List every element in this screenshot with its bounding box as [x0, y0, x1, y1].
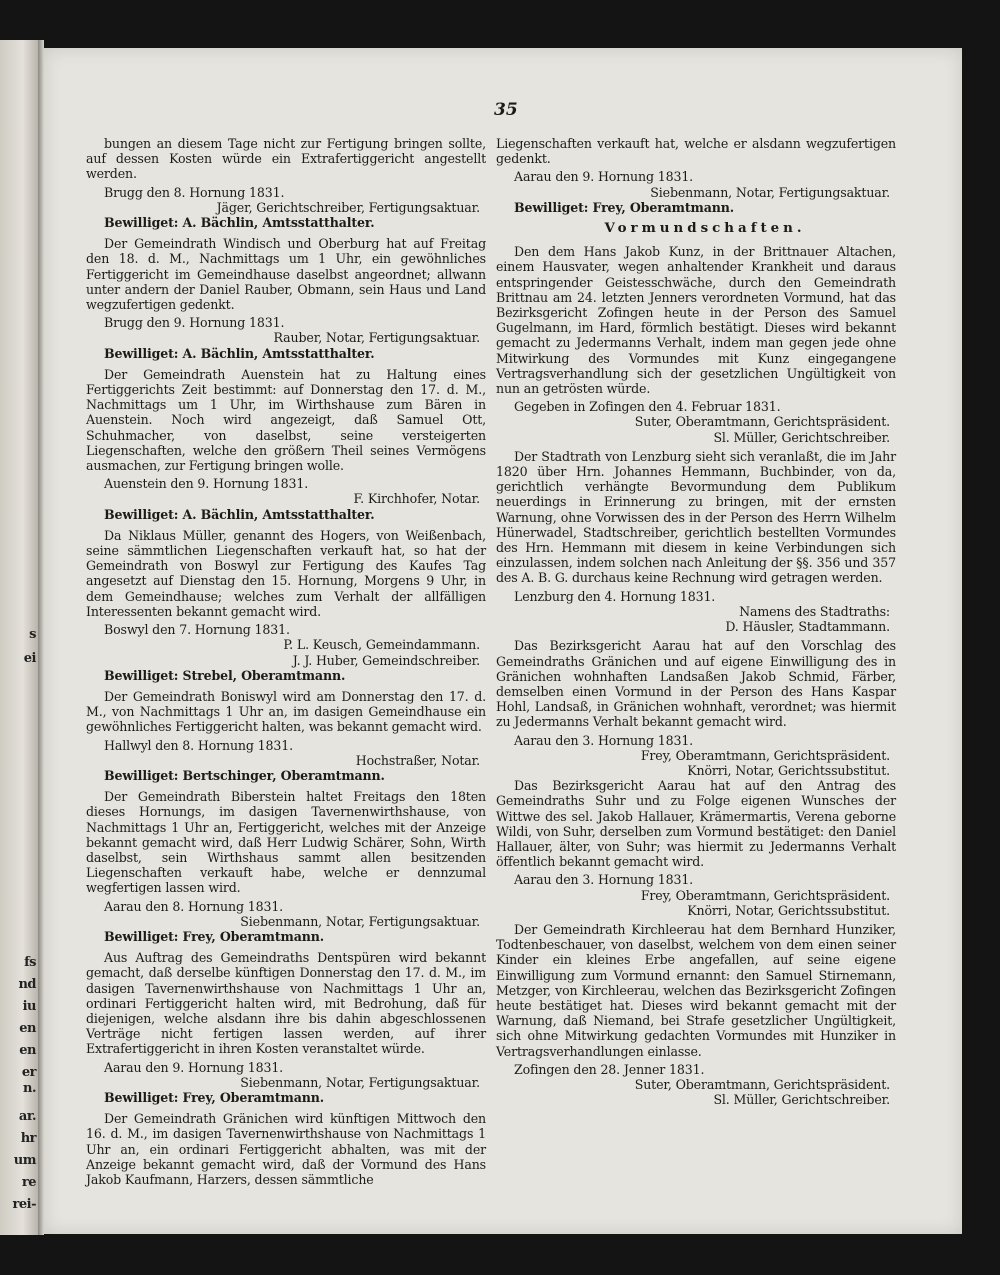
notice-signature: Knörri, Notar, Gerichtssubstitut.: [687, 902, 890, 918]
notice-place-date: Aarau den 8. Hornung 1831.: [104, 898, 284, 914]
adjacent-page-text-fragment: n.: [23, 1081, 36, 1096]
notice-signature: Namens des Stadtraths:: [739, 603, 890, 619]
notice-place-date: Brugg den 9. Hornung 1831.: [104, 315, 285, 331]
adjacent-page-text-fragment: en: [19, 1021, 36, 1036]
notice-paragraph: Das Bezirksgericht Aarau hat auf den Antrag des Gemeindraths Suhr und zu Folge eigenen Wunsches der Wittwe des sel. Jakob Hallauer, Krämermartis, Verena geborne Wildi, von Suhr, derselben zum Vormund bestätiget: den Daniel Hallauer, älter, von Suhr; was hiermit zu Jedermanns Verhalt öffentlich bekannt gemacht wird.: [496, 778, 896, 870]
notice-signature: Jäger, Gerichtschreiber, Fertigungsaktuar.: [216, 199, 480, 215]
notice-approval: Bewilliget: A. Bächlin, Amtsstatthalter.: [104, 215, 375, 231]
notice-approval: Bewilliget: Bertschinger, Oberamtmann.: [104, 767, 385, 783]
notice-place-date: Aarau den 9. Hornung 1831.: [514, 169, 694, 185]
adjacent-page-text-fragment: s: [29, 627, 36, 642]
notice-paragraph: Den dem Hans Jakob Kunz, in der Brittnauer Altachen, einem Hausvater, wegen anhaltender Krankheit und daraus entspringender Geistesschwäche, durch den Gemeindrath Brittnau am 24. letzten Jenners verordneten Vormund, hat das Bezirksgericht Zofingen heute in der Person des Samuel Gugelmann, im Hard, förmlich bestätigt. Dieses wird bekannt gemacht zu Jedermanns Verhalt, indem man gegen jede ohne Mitwirkung des Vormundes mit Kunz eingegangene Vertragsverhandlung sich der gesetzlichen Ungültigkeit von nun an getrösten würde.: [496, 244, 896, 397]
notice-signature: F. Kirchhofer, Notar.: [353, 491, 480, 507]
notice-signature: Rauber, Notar, Fertigungsaktuar.: [273, 330, 480, 346]
notice-place-date: Aarau den 3. Hornung 1831.: [514, 732, 694, 748]
adjacent-page-edge: [0, 40, 38, 1235]
adjacent-page-text-fragment: re: [21, 1175, 36, 1190]
adjacent-page-text-fragment: nd: [18, 977, 36, 992]
adjacent-page-text-fragment: fs: [24, 955, 36, 970]
notice-signature: Knörri, Notar, Gerichtssubstitut.: [687, 762, 890, 778]
notice-paragraph: Der Gemeindrath Windisch und Oberburg hat auf Freitag den 18. d. M., Nachmittags um 1 Uhr, ein gewöhnliches Fertiggericht im Gemeindhause daselbst angeordnet; allwann unter andern der Daniel Rauber, Obmann, sein Haus und Land wegzufertigen gedenkt.: [86, 236, 486, 313]
notice-signature: Suter, Oberamtmann, Gerichtspräsident.: [634, 414, 890, 430]
notice-paragraph: Das Bezirksgericht Aarau hat auf den Vorschlag des Gemeindraths Gränichen und auf eigene Einwilligung des in Gränichen wohnhaften Landsaßen Jakob Schmid, Färber, demselben einen Vormund in der Person des Hans Kaspar Hohl, Landsaß, in Gränichen wohnhaft, verordnet; was hiermit zu Jedermanns Verhalt bekannt gemacht wird.: [496, 638, 896, 730]
notice-signature: Siebenmann, Notar, Fertigungsaktuar.: [240, 913, 480, 929]
notice-approval: Bewilliget: Frey, Oberamtmann.: [514, 199, 734, 215]
notice-paragraph: Der Gemeindrath Biberstein haltet Freitags den 18ten dieses Hornungs, im dasigen Tavernenwirthshause, von Nachmittags 1 Uhr an, Fertiggericht, welches mit der Anzeige bekannt gemacht wird, daß Herr Ludwig Schärer, Sohn, Wirth daselbst, sein Wirthshaus sammt allen besitzenden Liegenschaften verkauft habe, welche er dennzumal wegfertigen lassen wird.: [86, 789, 486, 896]
notice-paragraph: Aus Auftrag des Gemeindraths Dentspüren wird bekannt gemacht, daß derselbe künftigen Donnerstag den 17. d. M., im dasigen Tavernenwirthshause von Nachmittags 1 Uhr an, ordinari Fertiggericht halten wird, mit Bedrohung, daß für diejenigen, welche alsdann ihre bis dahin abgeschlossenen Verträge nicht fertigen lassen werden, auf ihrer Extrafertiggericht in ihren Kosten veranstaltet würde.: [86, 950, 486, 1057]
notice-signature: Frey, Oberamtmann, Gerichtspräsident.: [640, 747, 890, 763]
newspaper-page: [44, 48, 962, 1234]
notice-place-date: Aarau den 3. Hornung 1831.: [514, 872, 694, 888]
adjacent-page-text-fragment: er: [21, 1065, 36, 1080]
notice-place-date: Brugg den 8. Hornung 1831.: [104, 184, 285, 200]
notice-signature: Siebenmann, Notar, Fertigungsaktuar.: [240, 1074, 480, 1090]
notice-place-date: Zofingen den 28. Jenner 1831.: [514, 1061, 705, 1077]
adjacent-page-text-fragment: iu: [22, 999, 36, 1014]
notice-place-date: Gegeben in Zofingen den 4. Februar 1831.: [514, 399, 781, 415]
notice-signature: Sl. Müller, Gerichtschreiber.: [713, 1092, 890, 1108]
left-column: [86, 136, 486, 1190]
notice-place-date: Boswyl den 7. Hornung 1831.: [104, 622, 290, 638]
adjacent-page-text-fragment: um: [13, 1153, 36, 1168]
adjacent-page-text-fragment: ar.: [18, 1109, 36, 1124]
adjacent-page-text-fragment: rei-: [12, 1197, 36, 1212]
notice-signature: Hochstraßer, Notar.: [355, 752, 480, 768]
section-heading: Vormundschaften.: [604, 220, 806, 237]
notice-approval: Bewilliget: A. Bächlin, Amtsstatthalter.: [104, 345, 375, 361]
adjacent-page-text-fragment: hr: [20, 1131, 36, 1146]
notice-paragraph-continued: Liegenschaften verkauft hat, welche er alsdann wegzufertigen gedenkt.: [496, 136, 896, 167]
notice-paragraph: Der Gemeindrath Auenstein hat zu Haltung eines Fertiggerichts Zeit bestimmt: auf Donnerstag den 17. d. M., Nachmittags um 1 Uhr, im Wirthshause zum Bären in Auenstein. Noch wird angezeigt, daß Samuel Ott, Schuhmacher, von daselbst, seine versteigerten Liegenschaften, welche den größern Theil seines Vermögens ausmachen, zur Fertigung bringen wolle.: [86, 366, 486, 474]
notice-signature: D. Häusler, Stadtammann.: [725, 619, 890, 635]
notice-signature: Sl. Müller, Gerichtschreiber.: [713, 429, 890, 445]
notice-approval: Bewilliget: A. Bächlin, Amtsstatthalter.: [104, 506, 375, 522]
notice-signature: J. J. Huber, Gemeindschreiber.: [292, 652, 480, 668]
notice-signature: Siebenmann, Notar, Fertigungsaktuar.: [650, 184, 890, 200]
page-number: 35: [494, 100, 518, 120]
notice-signature: P. L. Keusch, Gemeindammann.: [283, 637, 480, 653]
notice-place-date: Auenstein den 9. Hornung 1831.: [104, 476, 309, 492]
notice-signature: Frey, Oberamtmann, Gerichtspräsident.: [640, 887, 890, 903]
notice-place-date: Aarau den 9. Hornung 1831.: [104, 1059, 284, 1075]
notice-place-date: Lenzburg den 4. Hornung 1831.: [514, 588, 716, 604]
notice-approval: Bewilliget: Strebel, Oberamtmann.: [104, 667, 346, 683]
right-column: [496, 136, 896, 1107]
notice-paragraph: Der Gemeindrath Gränichen wird künftigen Mittwoch den 16. d. M., im dasigen Tavernenwirthshause von Nachmittags 1 Uhr an, ein ordinari Fertiggericht abhalten, was mit der Anzeige bekannt gemacht wird, daß der Vormund des Hans Jakob Kaufmann, Harzers, dessen sämmtliche: [86, 1111, 486, 1187]
notice-paragraph: Da Niklaus Müller, genannt des Hogers, von Weißenbach, seine sämmtlichen Liegenschaften verkauft hat, so hat der Gemeindrath von Boswyl zur Fertigung des Kaufes Tag angesetzt auf Dienstag den 15. Hornung, Morgens 9 Uhr, in dem Gemeindhause; welches zum Verhalt der allfälligen Interessenten bekannt gemacht wird.: [86, 527, 486, 619]
notice-approval: Bewilliget: Frey, Oberamtmann.: [104, 928, 324, 944]
notice-paragraph: Der Gemeindrath Kirchleerau hat dem Bernhard Hunziker, Todtenbeschauer, von daselbst, welchem von dem einen seiner Kinder ein kleines Erbe angefallen, auf seine eigene Einwilligung zum Vormund ernannt: den Samuel Stirnemann, Metzger, von Kirchleerau, welchen das Bezirksgericht Zofingen heute bestätiget hat. Dieses wird bekannt gemacht mit der Warnung, daß Niemand, bei Strafe gesetzlicher Ungültigkeit, sich ohne Mitwirkung gedachten Vormundes mit Hunziker in Vertragsverhandlungen einlasse.: [496, 921, 896, 1059]
notice-approval: Bewilliget: Frey, Oberamtmann.: [104, 1089, 324, 1105]
adjacent-page-text-fragment: en: [19, 1043, 36, 1058]
notice-paragraph: Der Gemeindrath Boniswyl wird am Donnerstag den 17. d. M., von Nachmittags 1 Uhr an, im dasigen Gemeindhause ein gewöhnliches Fertiggericht halten, was bekannt gemacht wird.: [86, 688, 486, 735]
notice-paragraph: bungen an diesem Tage nicht zur Fertigung bringen sollte, auf dessen Kosten würde ein Extrafertiggericht angestellt werden.: [86, 136, 486, 182]
notice-signature: Suter, Oberamtmann, Gerichtspräsident.: [634, 1076, 890, 1092]
notice-paragraph: Der Stadtrath von Lenzburg sieht sich veranlaßt, die im Jahr 1820 über Hrn. Johannes Hemmann, Buchbinder, von da, gerichtlich verhängte Bevormundung dem Publikum neuerdings in Erinnerung zu bringen, mit der ernsten Warnung, ohne Vorwissen des in der Person des Herrn Wilhelm Hünerwadel, Stadtschreiber, gerichtlich bestellten Vormundes des Hrn. Hemmann mit diesem in keine Verbindungen sich einzulassen, indem solchen nach Anleitung der §§. 356 und 357 des A. B. G. durchaus keine Rechnung wird getragen werden.: [496, 448, 896, 586]
adjacent-page-text-fragment: ei: [23, 651, 36, 666]
notice-place-date: Hallwyl den 8. Hornung 1831.: [104, 737, 293, 753]
